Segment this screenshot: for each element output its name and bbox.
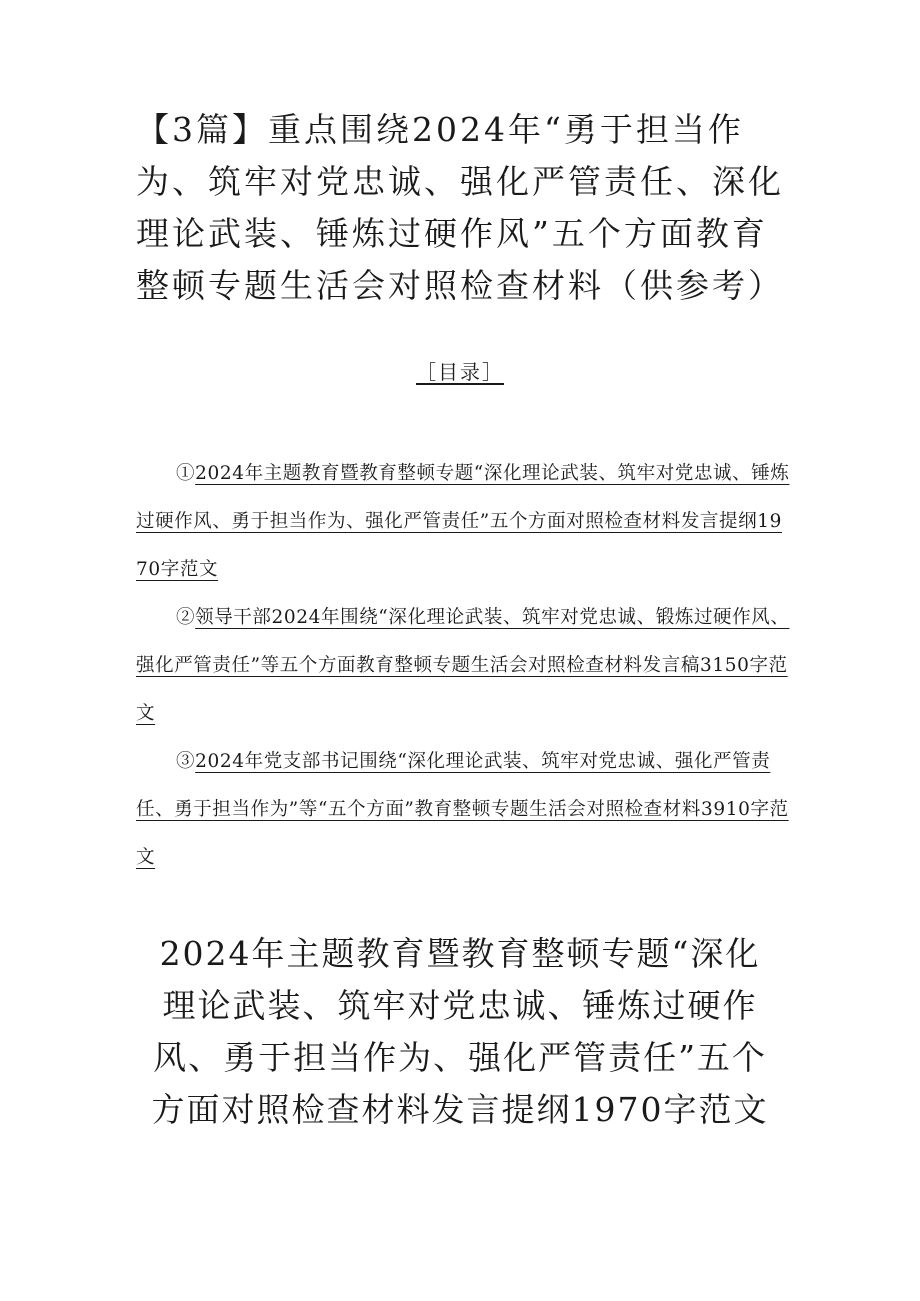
section-title: 2024年主题教育暨教育整顿专题“深化理论武装、筑牢对党忠诚、锤炼过硬作风、勇于担当作为、强化严管责任”五个方面对照检查材料发言提纲1970字范文 [151,934,769,1129]
toc-heading-label: ［目录］ [416,360,504,384]
document-title: 【3篇】重点围绕2024年“勇于担当作为、筑牢对党忠诚、强化严管责任、深化理论武装、锤炼过硬作风”五个方面教育整顿专题生活会对照检查材料（供参考） [136,110,784,305]
toc-item-marker: ① [176,463,196,484]
toc-item-3 [136,738,792,882]
toc-link-2[interactable]: 领导干部2024年围绕“深化理论武装、筑牢对党忠诚、锻炼过硬作风、强化严管责任”等五个方面教育整顿专题生活会对照检查材料发言稿3150字范文 [136,607,790,724]
toc-item-marker: ③ [176,751,196,772]
toc-heading [0,358,920,386]
toc-item-2 [136,594,792,738]
toc-link-3[interactable]: 2024年党支部书记围绕“深化理论武装、筑牢对党忠诚、强化严管责任、勇于担当作为”等“五个方面”教育整顿专题生活会对照检查材料3910字范文 [136,751,789,868]
toc-item-1 [136,450,792,594]
toc-link-1[interactable]: 2024年主题教育暨教育整顿专题“深化理论武装、筑牢对党忠诚、锤炼过硬作风、勇于担当作为、强化严管责任”五个方面对照检查材料发言提纲1970字范文 [136,463,790,580]
table-of-contents [136,450,792,882]
toc-item-marker: ② [176,607,196,628]
